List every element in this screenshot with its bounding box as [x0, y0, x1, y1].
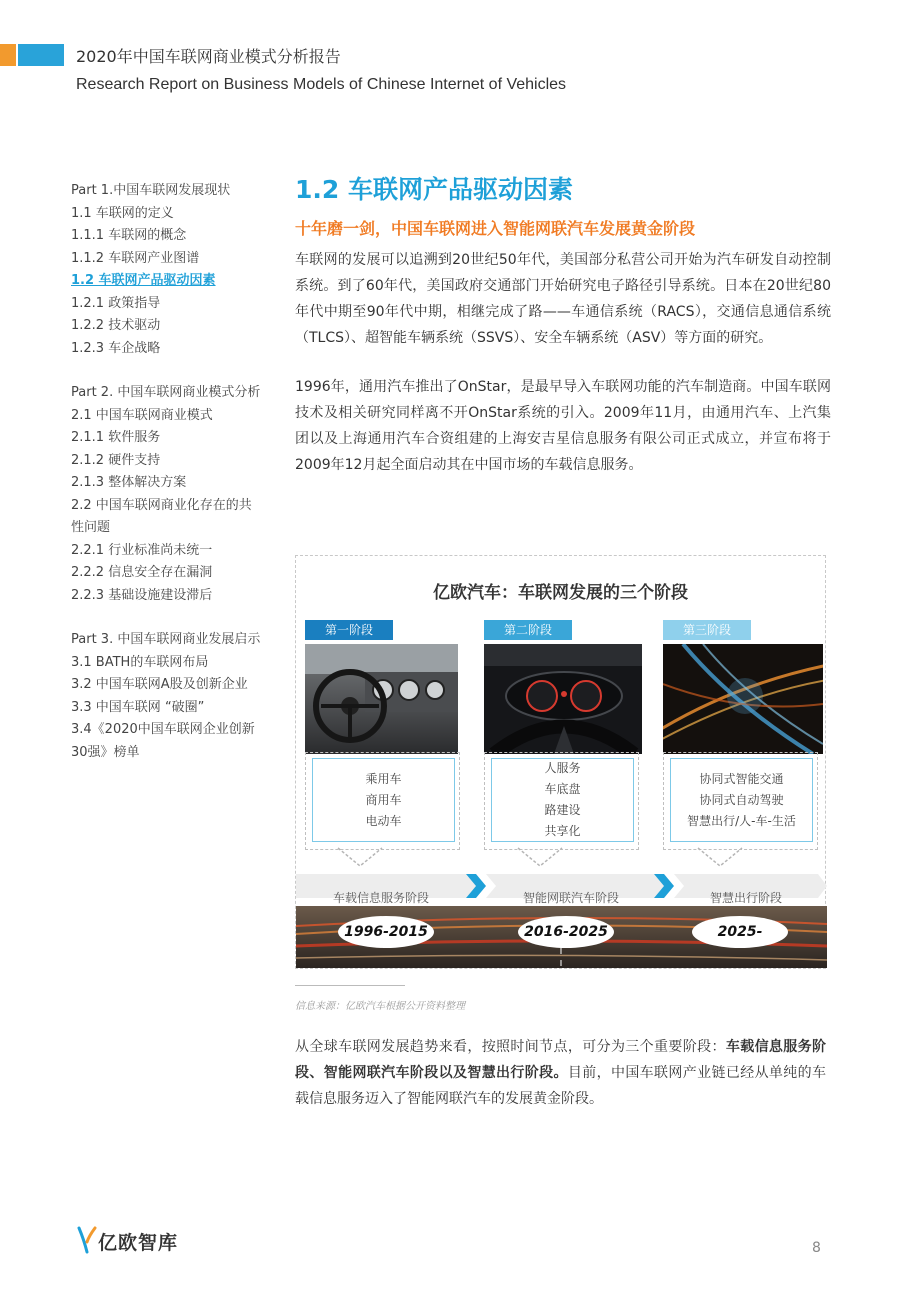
toc-item[interactable]: 2.2.1 行业标准尚未统一: [71, 542, 213, 558]
stages-figure: [295, 555, 826, 969]
stage-3-item: 协同式自动驾驶: [699, 792, 784, 807]
toc-item[interactable]: 2.2.3 基础设施建设滞后: [71, 587, 213, 603]
toc-item[interactable]: Part 1.中国车联网发展现状: [71, 183, 231, 198]
stage-2-items: [491, 758, 634, 842]
toc-item[interactable]: 2.1 中国车联网商业模式: [71, 407, 213, 423]
toc-item[interactable]: 1.1.2 车联网产业图谱: [71, 250, 200, 266]
toc-item[interactable]: 2.1.1 软件服务: [71, 430, 161, 445]
stage-3-tag: 第三阶段: [663, 620, 751, 640]
toc-item[interactable]: 3.2 中国车联网A股及创新企业: [71, 677, 248, 692]
stage-1-tag: 第一阶段: [305, 620, 393, 640]
toc-item[interactable]: 30强》榜单: [71, 744, 140, 760]
conclusion-text-1: 从全球车联网发展趋势来看，按照时间节点，可分为三个重要阶段：: [295, 1039, 726, 1055]
conclusion-bold: 车载信息服务阶段、智能网联汽车阶段以及智慧出行阶段。: [295, 1039, 827, 1081]
stage-1-photo: [305, 644, 458, 754]
stage-1-item: 乘用车: [365, 771, 402, 786]
stage-2-item: 车底盘: [544, 782, 581, 796]
main-content: [295, 170, 831, 478]
years-stage-3: 2025-: [692, 916, 788, 948]
years-stage-2: 2016-2025: [518, 916, 614, 948]
toc-item[interactable]: 2.1.3 整体解决方案: [71, 475, 187, 490]
brand-logo: [76, 1226, 186, 1256]
stage-1-pointer: [336, 846, 384, 868]
years-stage-1: 1996-2015: [338, 916, 434, 948]
stage-3-pointer: [696, 846, 744, 868]
logo-mark-icon: [76, 1226, 98, 1254]
toc-spacer: [71, 607, 271, 629]
toc-item[interactable]: 1.2.2 技术驱动: [71, 318, 161, 333]
stage-1: [305, 620, 465, 640]
toc-item[interactable]: 3.4《2020中国车联网企业创新: [71, 722, 255, 737]
conclusion-text-2: 目前，中国车联网产业链已经从单纯的车载信息服务迈入了智能网联汽车的发展黄金阶段。: [295, 1065, 827, 1107]
band-label-stage-3: 智慧出行阶段: [709, 891, 782, 905]
band-label-stage-1: 车载信息服务阶段: [332, 891, 429, 905]
stage-1-item: 电动车: [365, 813, 402, 828]
toc-item[interactable]: 3.1 BATH的车联网布局: [71, 654, 209, 670]
figure-source: 信息来源：亿欧汽车根据公开资料整理: [295, 1001, 465, 1012]
toc-item[interactable]: 1.1.1 车联网的概念: [71, 228, 187, 243]
header-accent-orange: [0, 44, 16, 66]
stage-3-photo: [663, 644, 823, 754]
paragraph-onstar: 1996年，通用汽车推出了OnStar，是最早导入车联网功能的汽车制造商。中国车联网技术及相关研究同样离不开OnStar系统的引入。2009年11月，由通用汽车、上汽集团以及上海通用汽车合资组建的上海安吉星信息服务有限公司正式成立，并宣布将于2009年12月起全面启动其在中国市场的车载信息服务。: [295, 379, 831, 473]
source-divider: [295, 985, 405, 986]
toc-item[interactable]: 1.2.3 车企战略: [71, 340, 161, 356]
toc-item[interactable]: Part 2. 中国车联网商业模式分析: [71, 385, 261, 400]
toc-spacer: [71, 360, 271, 382]
toc-item[interactable]: 1.2.1 政策指导: [71, 295, 161, 311]
toc-item[interactable]: 1.1 车联网的定义: [71, 205, 174, 221]
section-subheading: 十年磨一剑，中国车联网进入智能网联汽车发展黄金阶段: [295, 219, 696, 238]
stage-1-items: [312, 758, 455, 842]
report-title: 2020年中国车联网商业模式分析报告: [76, 47, 341, 66]
stage-3: [663, 620, 823, 640]
road-image: [296, 906, 827, 968]
table-of-contents: [71, 180, 271, 764]
toc-item[interactable]: 2.2.2 信息安全存在漏洞: [71, 565, 213, 580]
band-label-stage-2: 智能网联汽车阶段: [522, 891, 619, 905]
toc-item[interactable]: Part 3. 中国车联网商业发展启示: [71, 632, 261, 647]
stage-2-item: 路建设: [544, 803, 581, 817]
header-accent-blue: [18, 44, 64, 66]
stage-2: [484, 620, 644, 640]
stage-2-item: 人服务: [544, 761, 581, 775]
toc-item[interactable]: 3.3 中国车联网 “破圈”: [71, 699, 205, 715]
toc-item[interactable]: 2.1.2 硬件支持: [71, 452, 161, 468]
stage-2-photo: [484, 644, 642, 754]
stage-3-item: 智慧出行/人-车-生活: [687, 813, 796, 828]
stage-3-items: [670, 758, 813, 842]
section-heading: 1.2 车联网产品驱动因素: [295, 175, 573, 204]
toc-item[interactable]: 1.2 车联网产品驱动因素: [71, 273, 216, 288]
paragraph-conclusion: [295, 1034, 826, 1112]
logo-text: 亿欧智库: [98, 1232, 179, 1254]
stage-2-tag: 第二阶段: [484, 620, 572, 640]
stage-2-pointer: [516, 846, 564, 868]
page-number: 8: [812, 1240, 821, 1256]
paragraph-history: 车联网的发展可以追溯到20世纪50年代，美国部分私营公司开始为汽车研发自动控制系统。到了60年代，美国政府交通部门开始研究电子路径引导系统。日本在20世纪80年代中期至90年代中期，相继完成了路——车通信系统（RACS），交通信息通信系统（TLCS）、超智能车辆系统（SSVS）、安全车辆系统（ASV）等方面的研究。: [295, 252, 831, 346]
toc-item[interactable]: 性问题: [71, 520, 111, 535]
figure-title: 亿欧汽车：车联网发展的三个阶段: [433, 583, 688, 603]
stage-1-item: 商用车: [365, 792, 402, 807]
toc-item[interactable]: 2.2 中国车联网商业化存在的共: [71, 497, 252, 513]
stage-3-item: 协同式智能交通: [699, 771, 784, 786]
report-subtitle: Research Report on Business Models of Chinese Internet of Vehicles: [76, 76, 567, 93]
stage-2-item: 共享化: [544, 824, 581, 838]
